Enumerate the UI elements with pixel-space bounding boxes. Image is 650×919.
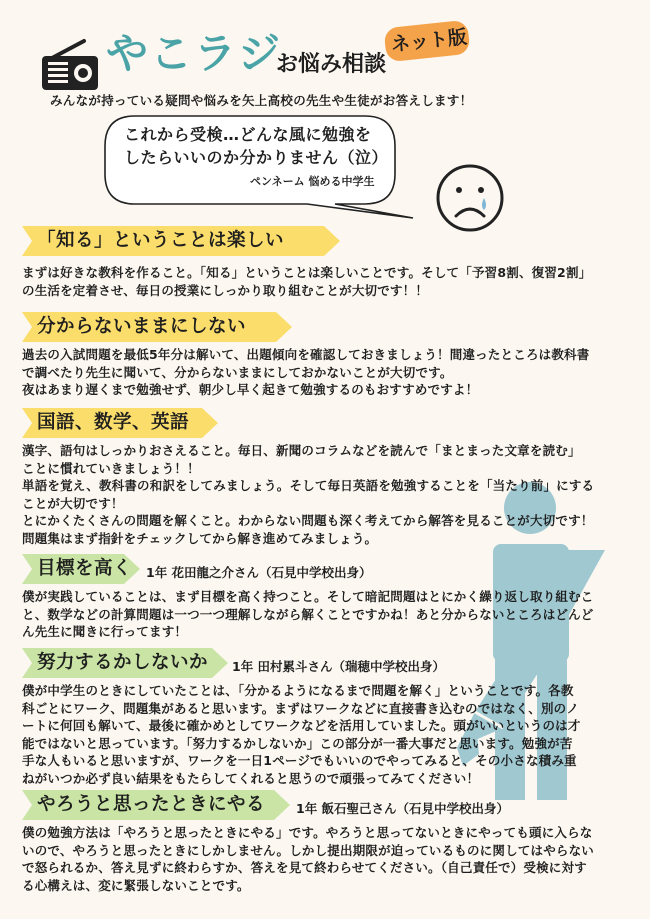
body-line: いので、やろうと思ったときにしかしません。しかし提出期限が迫っているものに関してはやらない xyxy=(22,842,595,858)
author-credit: 1年 田村累斗さん（瑞穂中学校出身） xyxy=(232,659,446,674)
body-line: 過去の入試問題を最低5年分は解いて、出題傾向を確認しておきましょう！間違ったところは教科書 xyxy=(22,347,590,362)
body-line: の生活を定着させ、毎日の授業にしっかり取り組むことが大切です！！ xyxy=(22,282,429,298)
body-line: で怒られるか、答え見ずに終わらすか、答えを見て終わらせてください。（自己責任で）受検に対す xyxy=(22,860,587,876)
question-line-2: したらいいのか分かりません（泣） xyxy=(124,148,389,167)
edition-badge: ネット版 xyxy=(390,26,468,56)
body-line: る心構えは、変に緊張しないことです。 xyxy=(22,877,250,893)
body-line: 漢字、語句はしっかりおさえること。毎日、新聞のコラムなどを読んで「まとまった文章を読む」 xyxy=(22,443,581,458)
body-line: 単語を覚え、教科書の和訳をしてみましょう。そして毎日英語を勉強することを「当たり前」にする xyxy=(22,478,595,494)
body-line: まずは好きな教科を作ること。「知る」ということは楽しいことです。そして「予習8割、復習2割」 xyxy=(22,265,592,280)
section-heading-text: 目標を高く xyxy=(37,558,133,579)
section-heading-2 xyxy=(22,312,294,342)
sad-face-icon xyxy=(434,162,506,234)
question-line-1: これから受検…どんな風に勉強を xyxy=(124,125,372,144)
author-credit: 1年 飯石聖己さん（石見中学校出身） xyxy=(296,801,510,816)
body-line: 僕の勉強方法は「やろうと思ったときにやる」です。やろうと思ってないときにやっても頭に入らな xyxy=(22,825,593,840)
intro-text: みんなが持っている疑問や悩みを矢上高校の先生や生徒がお答えします！ xyxy=(50,93,473,108)
body-line: 僕が中学生のときにしていたことは、「分かるようになるまで問題を解く」ということです。各教 xyxy=(22,683,574,698)
page-title: やこラジ xyxy=(106,29,283,78)
body-line: 夜はあまり遅くまで勉強せず、朝少し早く起きて勉強するのもおすすめですよ！ xyxy=(22,382,479,398)
body-line: 科ごとにワーク、問題集があると思います。まずはワークなどに直接書き込むのではなく、別のノ xyxy=(22,700,580,716)
penname: ペンネーム 悩める中学生 xyxy=(250,175,375,188)
body-line: ことが大切です！ xyxy=(22,495,124,511)
section-heading-4 xyxy=(22,554,142,584)
section-heading-text: 「知る」ということは楽しい xyxy=(37,230,285,251)
body-line: 問題集はまず指針をチェックしてから解き進めてみましょう。 xyxy=(22,530,378,546)
body-line: 僕が実践していることは、まず目標を高く持つこと。そして暗記問題はとにかく繰り返し取り組むこ xyxy=(22,589,594,604)
body-line: ことに慣れていきましょう！！ xyxy=(22,460,200,476)
body-line: とにかくたくさんの問題を解くこと。わからない問題も深く考えてから解答を見ることが大切です！ xyxy=(22,513,594,529)
body-line: 能ではないと思っています。「努力するかしないか」この部分が一番大事だと思います。勉強が苦 xyxy=(22,735,573,751)
section-body-2 xyxy=(22,346,630,399)
section-body-5 xyxy=(22,682,630,788)
section-heading-6 xyxy=(22,790,292,820)
section-heading-text: 国語、数学、英語 xyxy=(37,412,190,433)
body-line: 手な人もいると思いますが、ワークを一日1ページでもいいのでやってみると、その小さな積み重 xyxy=(22,753,577,769)
section-body-6 xyxy=(22,824,630,894)
section-body-3 xyxy=(22,442,630,548)
page-subtitle: お悩み相談 xyxy=(276,52,387,77)
body-line: で調べたり先生に聞いて、分からないままにしておかないことが大切です。 xyxy=(22,364,453,380)
section-heading-5 xyxy=(22,648,230,678)
section-heading-3 xyxy=(22,408,220,438)
body-line: ねがいつか必ず良い結果をもたらしてくれると思うので頑張ってみてください！ xyxy=(22,770,480,786)
radio-icon xyxy=(40,38,100,92)
section-heading-text: 努力するかしないか xyxy=(37,652,209,673)
author-credit: 1年 花田龍之介さん（石見中学校出身） xyxy=(146,565,372,580)
section-body-1 xyxy=(22,264,630,299)
body-line: ん先生に聞きに行ってます！ xyxy=(22,624,188,640)
section-heading-text: やろうと思ったときにやる xyxy=(37,794,266,815)
section-heading-text: 分からないままにしない xyxy=(37,316,247,337)
body-line: と、数学などの計算問題は一つ一つ理解しながら解くことですかね！あと分からないところはどんど xyxy=(22,606,594,622)
section-heading-1 xyxy=(22,226,342,256)
section-body-4 xyxy=(22,588,630,641)
body-line: ートに何回も解いて、最後に確かめとしてワークなどを活用していました。頭がいいというのは才 xyxy=(22,718,581,734)
